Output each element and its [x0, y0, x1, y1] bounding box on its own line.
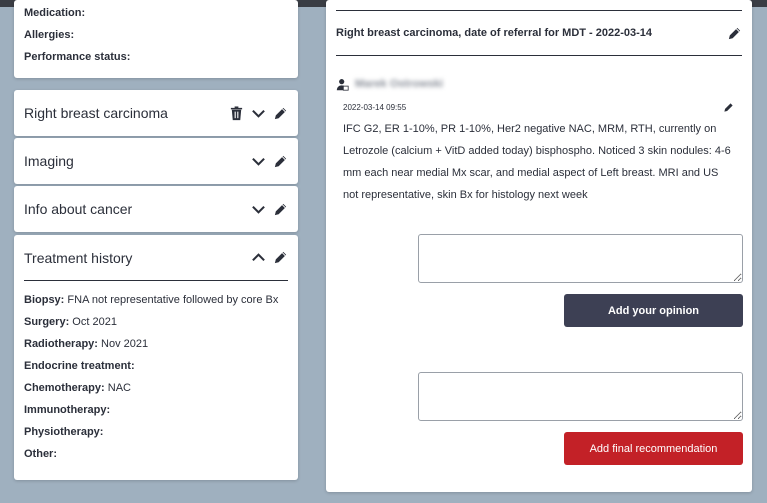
- panel-treatment-history: [14, 235, 298, 480]
- allergies-label: Allergies:: [24, 29, 75, 41]
- user-id-icon: [336, 78, 349, 91]
- panel-right-breast-carcinoma[interactable]: [14, 90, 298, 136]
- final-recommendation-input[interactable]: [418, 372, 743, 421]
- pencil-icon[interactable]: [273, 154, 288, 169]
- comment-author-name: Marek Ostrowski: [355, 78, 444, 90]
- treatment-row-immunotherapy: Immunotherapy:: [24, 404, 111, 416]
- treatment-history-header[interactable]: [24, 235, 288, 281]
- panel-title-imaging: Imaging: [24, 153, 74, 169]
- trash-icon[interactable]: [229, 106, 244, 121]
- treatment-row-other: Other:: [24, 448, 57, 460]
- pencil-icon[interactable]: [727, 26, 742, 41]
- patient-info-card: [14, 0, 298, 78]
- panel-title-cancer-info: Info about cancer: [24, 201, 133, 217]
- comment-meta-row: [336, 100, 742, 114]
- pencil-icon[interactable]: [273, 106, 288, 121]
- panel-title-breast: Right breast carcinoma: [24, 105, 168, 121]
- treatment-row-surgery: Surgery: Oct 2021: [24, 316, 117, 328]
- pencil-icon[interactable]: [273, 250, 288, 265]
- chevron-up-icon[interactable]: [251, 250, 266, 265]
- chevron-down-icon[interactable]: [251, 202, 266, 217]
- panel-imaging[interactable]: [14, 138, 298, 184]
- panel-info-about-cancer[interactable]: [14, 186, 298, 232]
- treatment-row-biopsy: Biopsy: FNA not representative followed by core Bx: [24, 294, 279, 306]
- comment-timestamp: 2022-03-14 09:55: [343, 102, 407, 112]
- medication-label: Medication:: [24, 7, 86, 19]
- discussion-title: Right breast carcinoma, date of referral for MDT - 2022-03-14: [336, 27, 653, 39]
- pencil-icon[interactable]: [273, 202, 288, 217]
- mdt-discussion-card: [326, 0, 752, 492]
- opinion-input[interactable]: [418, 234, 743, 283]
- treatment-row-endocrine: Endocrine treatment:: [24, 360, 135, 372]
- discussion-header: [336, 10, 742, 56]
- treatment-row-chemotherapy: Chemotherapy: NAC: [24, 382, 131, 394]
- treatment-history-list: [24, 281, 288, 469]
- add-final-recommendation-button[interactable]: Add final recommendation: [564, 432, 743, 465]
- chevron-down-icon[interactable]: [251, 154, 266, 169]
- panel-title-treatment: Treatment history: [24, 249, 133, 266]
- comment-text: IFC G2, ER 1-10%, PR 1-10%, Her2 negative NAC, MRM, RTH, currently on Letrozole (calcium + VitD added today) bisphospho. Noticed 3 skin nodules: 4-6 mm each near medial Mx scar, and medial aspect of Left breast. MRI and US not representative, skin Bx for histology next week: [343, 123, 731, 201]
- treatment-row-physiotherapy: Physiotherapy:: [24, 426, 104, 438]
- add-opinion-button[interactable]: Add your opinion: [564, 294, 743, 327]
- treatment-row-radiotherapy: Radiotherapy: Nov 2021: [24, 338, 149, 350]
- pencil-icon[interactable]: [723, 102, 734, 113]
- comment-author-row: [336, 76, 742, 92]
- chevron-down-icon[interactable]: [251, 106, 266, 121]
- performance-status-label: Performance status:: [24, 51, 131, 63]
